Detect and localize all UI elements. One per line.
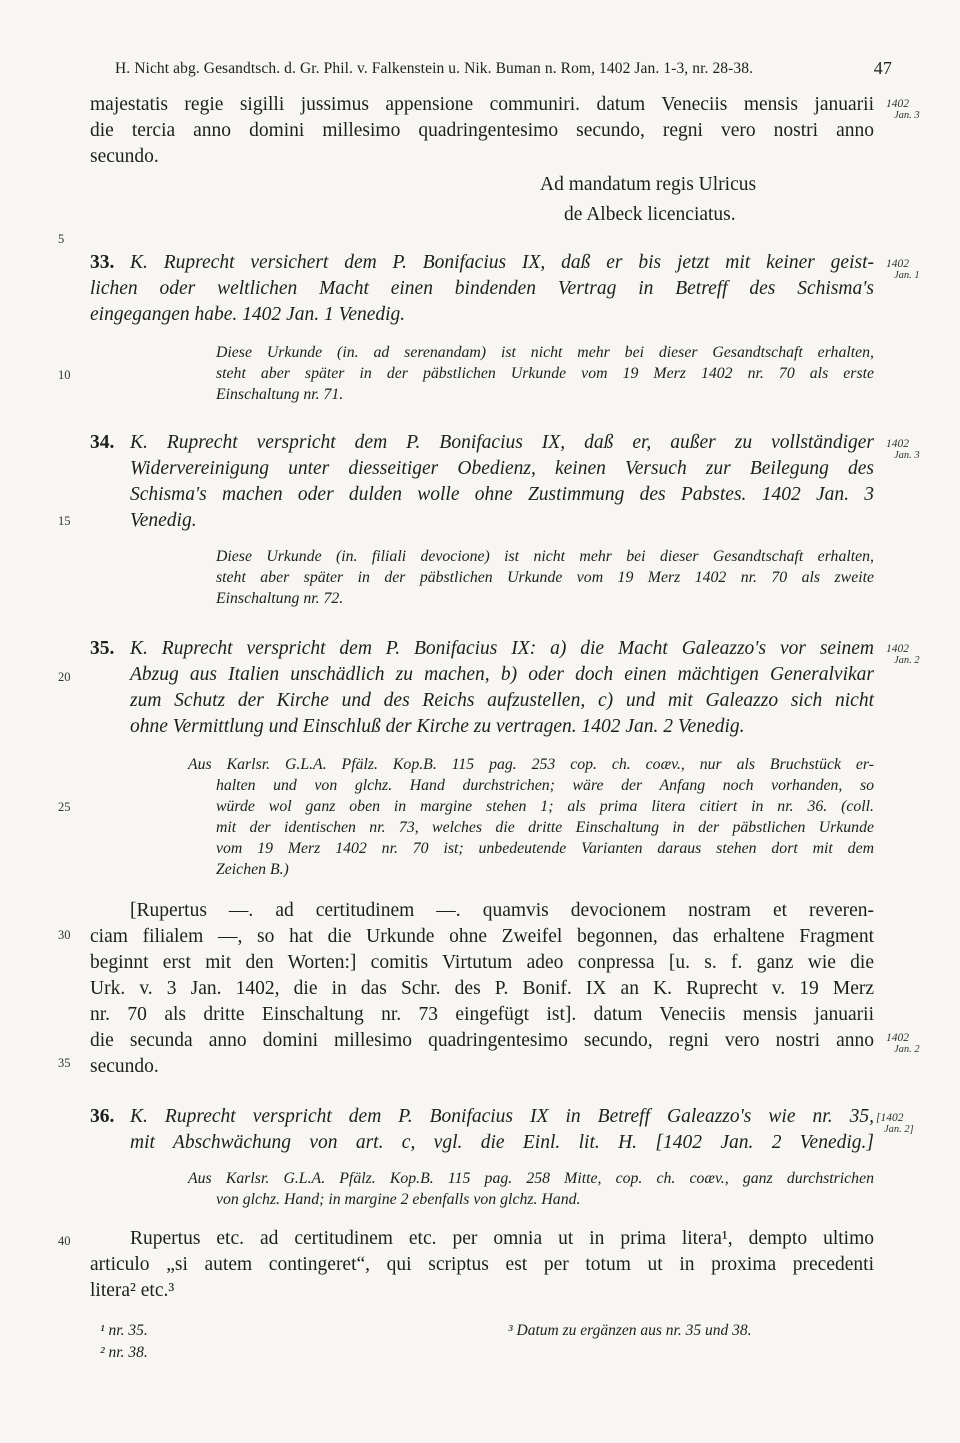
line-number: 40: [58, 1234, 71, 1248]
text-line: K. Ruprecht versichert dem P. Bonifacius IX, daß er bis jetzt mit keiner geist-: [130, 252, 874, 273]
margin-date: 1402 Jan. 2: [886, 643, 920, 666]
text-line: ohne Vermittlung und Einschluß der Kirche zu vertragen. 1402 Jan. 2 Venedig.: [130, 716, 745, 737]
line-number: 25: [58, 800, 71, 814]
line-number: 15: [58, 514, 71, 528]
margin-date: 1402 Jan. 1: [886, 258, 920, 281]
doc-36-text: [90, 1226, 874, 1304]
running-header: [115, 58, 892, 78]
text-line: die secunda anno domini millesimo quadringentesimo secundo, regni vero nostri anno: [90, 1030, 874, 1051]
doc-36-note: [188, 1168, 874, 1210]
text-line: secundo.: [90, 146, 159, 167]
note-line: Einschaltung nr. 72.: [216, 590, 344, 607]
doc-35-note: [188, 754, 874, 880]
note-line: Einschaltung nr. 71.: [216, 386, 344, 403]
footnotes-left: [100, 1320, 148, 1364]
line-number: 10: [58, 368, 71, 382]
line-number: 20: [58, 670, 71, 684]
note-line: steht aber später in der päbstlichen Urkunde vom 19 Merz 1402 nr. 70 als erste: [216, 365, 874, 382]
text-line: Widervereinigung unter diesseitiger Obedienz, keinen Versuch zur Beilegung des: [130, 458, 874, 479]
margin-date: 1402 Jan. 3: [886, 438, 920, 461]
line-number: 30: [58, 928, 71, 942]
text-line: K. Ruprecht verspricht dem P. Bonifacius IX, daß er, außer zu vollständiger: [130, 432, 874, 453]
note-line: Aus Karlsr. G.L.A. Pfälz. Kop.B. 115 pag. 253 cop. ch. coæv., nur als Bruchstück er-: [188, 756, 874, 773]
doc-34-heading: [90, 430, 874, 534]
note-line: steht aber später in der päbstlichen Urkunde vom 19 Merz 1402 nr. 70 als zweite: [216, 569, 874, 586]
doc-33-heading: [90, 250, 874, 328]
text-line: beginnt erst mit den Worten:] comitis Virtutum adeo conpressa [u. s. f. ganz wie die: [90, 952, 874, 973]
doc-35-heading: [90, 636, 874, 740]
note-line: vom 19 Merz 1402 nr. 70 ist; unbedeutende Varianten daraus stehen dort mit dem: [216, 840, 874, 857]
text-line: Venedig.: [130, 510, 197, 531]
note-line: halten und von glchz. Hand durchstrichen; wäre der Anfang noch vorhanden, so: [216, 777, 874, 794]
text-line: Abzug aus Italien unschädlich zu machen, b) oder doch einen mächtigen Generalvikar: [130, 664, 874, 685]
footnote: ³ Datum zu ergänzen aus nr. 35 und 38.: [508, 1322, 752, 1339]
note-line: Zeichen B.): [216, 861, 289, 878]
signature: [540, 170, 756, 230]
footnote: ² nr. 38.: [100, 1344, 148, 1361]
line-number: 35: [58, 1056, 71, 1070]
doc-number: 34.: [90, 432, 115, 453]
note-line: würde wol ganz oben in margine stehen 1; als prima litera citiert in nr. 36. (coll.: [216, 798, 874, 815]
note-line: mit der identischen nr. 73, welches die dritte Einschaltung in der päbstlichen Urkunde: [216, 819, 874, 836]
footnote: ¹ nr. 35.: [100, 1322, 148, 1339]
line-number: 5: [58, 232, 65, 246]
text-line: Urk. v. 3 Jan. 1402, die in das Schr. des P. Bonif. IX an K. Ruprecht v. 19 Merz: [90, 978, 874, 999]
text-line: [Rupertus —. ad certitudinem —. quamvis devocionem nostram et reveren-: [130, 900, 874, 921]
text-line: litera² etc.³: [90, 1280, 175, 1301]
margin-date: [1402 Jan. 2]: [876, 1112, 914, 1135]
text-line: secundo.: [90, 1056, 159, 1077]
opening-text: [90, 92, 874, 170]
running-title: H. Nicht abg. Gesandtsch. d. Gr. Phil. v. Falkenstein u. Nik. Buman n. Rom, 1402 Jan. 1-3, nr. 28-38.: [115, 60, 754, 77]
doc-33-note: [216, 342, 874, 405]
margin-date: 1402 Jan. 3: [886, 98, 920, 121]
signature-line: de Albeck licenciatus.: [564, 204, 736, 225]
doc-number: 33.: [90, 252, 115, 273]
text-line: eingegangen habe. 1402 Jan. 1 Venedig.: [90, 304, 406, 325]
text-line: lichen oder weltlichen Macht einen bindenden Vertrag in Betreff des Schisma's: [90, 278, 874, 299]
doc-34-note: [216, 546, 874, 609]
text-line: ciam filialem —, so hat die Urkunde ohne Zweifel begonnen, das erhaltene Fragment: [90, 926, 874, 947]
text-line: nr. 70 als dritte Einschaltung nr. 73 eingefügt ist]. datum Veneciis mensis januarii: [90, 1004, 874, 1025]
text-line: mit Abschwächung von art. c, vgl. die Einl. lit. H. [1402 Jan. 2 Venedig.]: [130, 1132, 874, 1153]
note-line: von glchz. Hand; in margine 2 ebenfalls von glchz. Hand.: [216, 1191, 581, 1208]
doc-number: 36.: [90, 1106, 115, 1127]
note-line: Diese Urkunde (in. ad serenandam) ist nicht mehr bei dieser Gesandtschaft erhalten,: [216, 344, 874, 361]
text-line: Schisma's machen oder dulden wolle ohne Zustimmung des Pabstes. 1402 Jan. 3: [130, 484, 874, 505]
text-line: K. Ruprecht verspricht dem P. Bonifacius IX: a) die Macht Galeazzo's vor seinem: [130, 638, 874, 659]
note-line: Diese Urkunde (in. filiali devocione) ist nicht mehr bei dieser Gesandtschaft erhalten,: [216, 548, 874, 565]
text-line: articulo „si autem contingeret“, qui scriptus est per totum ut in proxima precedenti: [90, 1254, 874, 1275]
text-line: Rupertus etc. ad certitudinem etc. per omnia ut in prima litera¹, dempto ultimo: [130, 1228, 874, 1249]
text-line: die tercia anno domini millesimo quadringentesimo secundo, regni vero nostri anno: [90, 120, 874, 141]
text-line: majestatis regie sigilli jussimus appensione communiri. datum Veneciis mensis januarii: [90, 94, 874, 115]
footnotes-right: [508, 1320, 751, 1342]
margin-date: 1402 Jan. 2: [886, 1032, 920, 1055]
doc-number: 35.: [90, 638, 115, 659]
page-number: 47: [873, 58, 892, 78]
signature-line: Ad mandatum regis Ulricus: [540, 174, 757, 195]
text-line: zum Schutz der Kirche und des Reichs aufzustellen, c) und mit Galeazzo sich nicht: [130, 690, 874, 711]
doc-35-text: [90, 898, 874, 1080]
text-line: K. Ruprecht verspricht dem P. Bonifacius IX in Betreff Galeazzo's wie nr. 35,: [130, 1106, 874, 1127]
note-line: Aus Karlsr. G.L.A. Pfälz. Kop.B. 115 pag. 258 Mitte, cop. ch. coæv., ganz durchstrichen: [188, 1170, 874, 1187]
doc-36-heading: [90, 1104, 874, 1156]
